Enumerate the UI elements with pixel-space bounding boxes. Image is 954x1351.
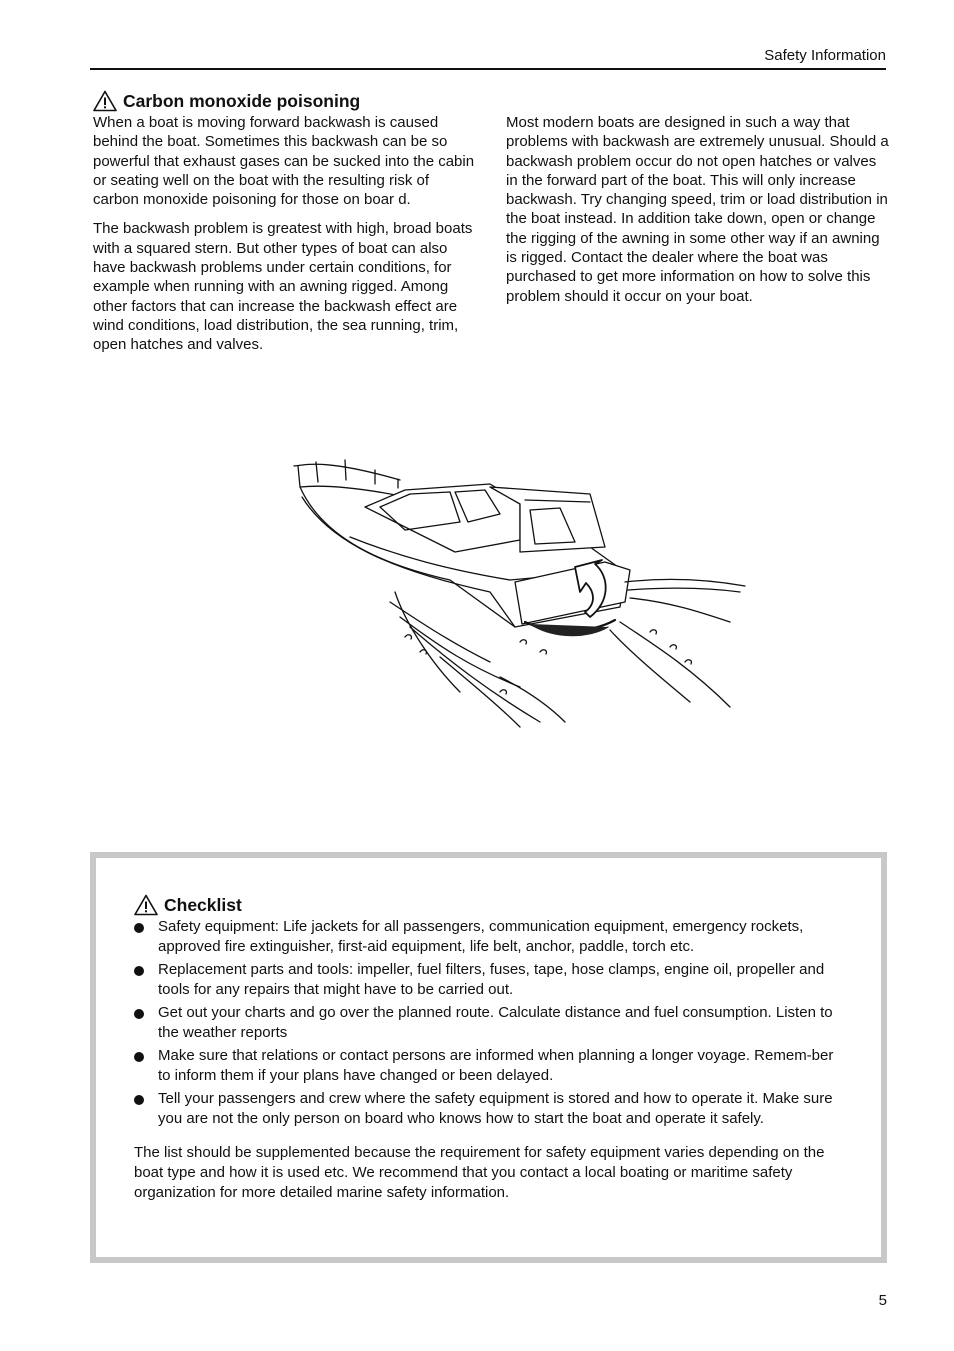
carbon-monoxide-paragraph-2: The backwash problem is greatest with high, broad boats with a squared stern. But other types of boat can also have backwash problems under certain conditions, for example when running with an awning rigged. Among other factors that can increase the backwash effect are wind conditions, load distribution, the sea running, trim, open hatches and valves.	[93, 220, 473, 354]
bullet-dot-icon	[134, 923, 144, 933]
checklist-closing-text: The list should be supplemented because the requirement for safety equipment varies depending on the boat type and how it is used etc. We recommend that you contact a local boating or maritime safety organization for more detailed marine safety information.	[134, 1144, 825, 1201]
carbon-monoxide-paragraph-1: When a boat is moving forward backwash is caused behind the boat. Sometimes this backwash can be so powerful that exhaust gases can be sucked into the cabin or seating well on the boat with the resulting risk of carbon monoxide poisoning for those on boar d.	[93, 114, 475, 209]
header-rule	[90, 68, 886, 70]
list-item-text: Get out your charts and go over the planned route. Calculate distance and fuel consumption. Listen to the weather reports	[158, 1004, 833, 1041]
carbon-monoxide-heading	[93, 90, 478, 112]
bullet-dot-icon	[134, 1052, 144, 1062]
carbon-monoxide-paragraph-3: Most modern boats are designed in such a way that problems with backwash are extremely unusual. Should a backwash problem occur do not open hatches or valves in the forward part of the boat. This will only increase backwash. Try changing speed, trim or load distribution in the boat instead. In addition take down, open or change the rigging of the awning in some other way if an awning is rigged. Contact the dealer where the boat was purchased to get more information on how to solve this problem should it occur on your boat.	[506, 114, 889, 305]
carbon-monoxide-continued	[506, 113, 890, 316]
bullet-dot-icon	[134, 1095, 144, 1105]
list-item-text: Make sure that relations or contact persons are informed when planning a longer voyage. Remem-ber to inform them if your plans have changed or been delayed.	[158, 1047, 834, 1084]
page-header-title: Safety Information	[764, 47, 886, 64]
warning-triangle-icon	[93, 90, 117, 112]
bullet-dot-icon	[134, 1009, 144, 1019]
list-item	[134, 1089, 846, 1129]
checklist-box	[90, 852, 887, 1263]
list-item-text: Replacement parts and tools: impeller, fuel filters, fuses, tape, hose clamps, engine oil, propeller and tools for any repairs that might have to be carried out.	[158, 961, 825, 998]
checklist-heading	[134, 894, 846, 916]
list-item-text: Safety equipment: Life jackets for all passengers, communication equipment, emergency rockets, approved fire extinguisher, first-aid equipment, life belt, anchor, paddle, torch etc.	[158, 918, 804, 955]
page-number: 5	[878, 1292, 887, 1309]
list-item	[134, 960, 846, 1000]
bullet-dot-icon	[134, 966, 144, 976]
list-item-text: Tell your passengers and crew where the safety equipment is stored and how to operate it. Make sure you are not the only person on board who knows how to start the boat and operate it safely.	[158, 1090, 833, 1127]
carbon-monoxide-section	[93, 90, 478, 365]
warning-triangle-icon	[134, 894, 158, 916]
list-item	[134, 1046, 846, 1086]
list-item	[134, 1003, 846, 1043]
carbon-monoxide-title: Carbon monoxide poisoning	[123, 91, 361, 111]
checklist-content	[134, 894, 846, 1203]
checklist-list	[134, 917, 846, 1129]
list-item	[134, 917, 846, 957]
checklist-title: Checklist	[164, 895, 242, 915]
boat-backwash-illustration	[290, 452, 750, 737]
